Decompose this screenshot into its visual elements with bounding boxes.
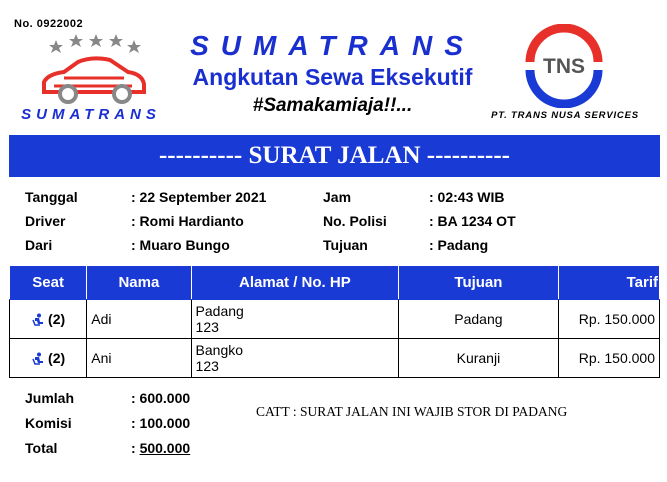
total-label: Total: [25, 440, 58, 456]
tujuan-value: : Padang: [429, 237, 489, 253]
seat-icon: [31, 352, 45, 366]
header-seat: Seat: [10, 266, 87, 300]
table-row: [10, 300, 660, 339]
total-value: 500.000: [139, 440, 191, 456]
seat-number: (2): [48, 310, 66, 327]
nama-cell: Ani: [87, 339, 191, 378]
footer-note: CATT : SURAT JALAN INI WAJIB STOR DI PADANG: [256, 404, 568, 419]
hp-text: 123: [195, 319, 219, 335]
polisi-value: : BA 1234 OT: [429, 213, 516, 229]
komisi-label: Komisi: [25, 415, 72, 431]
jam-label: Jam: [323, 189, 352, 205]
brand-title: SUMATRANS: [190, 30, 475, 61]
tujuan-cell: Kuranji: [399, 339, 558, 378]
hp-text: 123: [195, 358, 219, 374]
document-number: No. 0922002: [14, 18, 84, 30]
driver-value: : Romi Hardianto: [131, 213, 244, 229]
left-logo-wordmark: SUMATRANS: [21, 106, 161, 123]
document-title-banner: ---------- SURAT JALAN ----------: [9, 135, 660, 177]
tujuan-label: Tujuan: [323, 237, 368, 253]
header-alamat: Alamat / No. HP: [191, 266, 399, 300]
tns-logo-text: TNS: [543, 55, 585, 78]
header-tarif: Tarif: [558, 266, 659, 300]
brand-subtitle: Angkutan Sewa Eksekutif: [192, 64, 473, 90]
passenger-table: [9, 265, 660, 378]
tujuan-cell: Padang: [399, 300, 558, 339]
nama-cell: Adi: [87, 300, 191, 339]
seat-cell: [10, 339, 87, 378]
tarif-cell: Rp. 150.000: [558, 339, 659, 378]
dari-label: Dari: [25, 237, 53, 253]
company-name: PT. TRANS NUSA SERVICES: [491, 110, 639, 121]
header-nama: Nama: [87, 266, 191, 300]
komisi-value: : 100.000: [131, 415, 191, 431]
alamat-cell: [191, 339, 399, 378]
seat-icon: [31, 313, 45, 327]
table-header-row: [10, 266, 660, 300]
seat-number: (2): [48, 349, 66, 366]
jumlah-value: : 600.000: [131, 390, 191, 406]
total-prefix: :: [131, 440, 140, 456]
tanggal-value: : 22 September 2021: [131, 189, 267, 205]
alamat-text: Padang: [195, 303, 244, 319]
driver-label: Driver: [25, 213, 66, 229]
total-value-group: [131, 440, 190, 456]
jam-value: : 02:43 WIB: [429, 189, 505, 205]
brand-hashtag: #Samakamiaja!!...: [252, 95, 413, 116]
table-row: [10, 339, 660, 378]
polisi-label: No. Polisi: [323, 213, 387, 229]
tanggal-label: Tanggal: [25, 189, 78, 205]
alamat-text: Bangko: [195, 342, 244, 358]
header-tujuan: Tujuan: [399, 266, 558, 300]
dari-value: : Muaro Bungo: [131, 237, 230, 253]
seat-cell: [10, 300, 87, 339]
alamat-cell: [191, 300, 399, 339]
tarif-cell: Rp. 150.000: [558, 300, 659, 339]
jumlah-label: Jumlah: [25, 390, 75, 406]
tns-logo: [522, 24, 606, 108]
